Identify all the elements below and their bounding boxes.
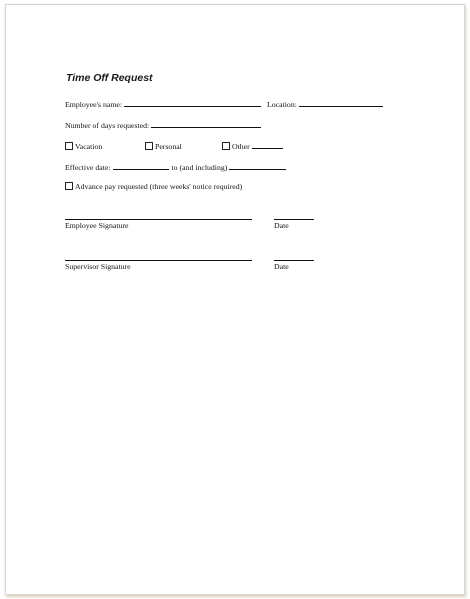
- to-including-label: to (and including): [171, 163, 228, 172]
- leave-type-row: [65, 140, 283, 152]
- advance-pay-row: [65, 182, 242, 192]
- effective-date-start-field[interactable]: [113, 161, 169, 170]
- vacation-option[interactable]: [65, 142, 145, 152]
- effective-date-end-field[interactable]: [229, 161, 286, 170]
- location-field[interactable]: [299, 98, 383, 107]
- personal-checkbox[interactable]: [145, 142, 153, 150]
- vacation-label: Vacation: [75, 142, 103, 151]
- employee-name-row: [65, 98, 383, 110]
- effective-date-label: Effective date:: [65, 163, 111, 172]
- days-requested-label: Number of days requested:: [65, 121, 150, 130]
- employee-name-field[interactable]: [124, 98, 261, 107]
- employee-name-label: Employee's name:: [65, 100, 123, 109]
- employee-signature-line[interactable]: [65, 219, 252, 220]
- other-label: Other: [232, 142, 250, 151]
- employee-date-line[interactable]: [274, 219, 314, 220]
- vacation-checkbox[interactable]: [65, 142, 73, 150]
- document-page: [5, 4, 465, 595]
- days-requested-row: [65, 119, 261, 131]
- location-label: Location:: [267, 100, 297, 109]
- supervisor-date-line[interactable]: [274, 260, 314, 261]
- form-title: Time Off Request: [66, 72, 153, 84]
- advance-pay-checkbox[interactable]: [65, 182, 73, 190]
- employee-signature-label: Employee Signature: [65, 221, 129, 230]
- employee-date-label: Date: [274, 221, 289, 230]
- other-option[interactable]: [222, 140, 283, 152]
- advance-pay-label: Advance pay requested (three weeks' notice required): [75, 182, 243, 191]
- other-checkbox[interactable]: [222, 142, 230, 150]
- supervisor-signature-label: Supervisor Signature: [65, 262, 131, 271]
- personal-label: Personal: [155, 142, 182, 151]
- effective-date-row: [65, 161, 286, 173]
- days-requested-field[interactable]: [151, 119, 261, 128]
- supervisor-date-label: Date: [274, 262, 289, 271]
- other-field[interactable]: [252, 140, 283, 149]
- supervisor-signature-line[interactable]: [65, 260, 252, 261]
- personal-option[interactable]: [145, 142, 222, 152]
